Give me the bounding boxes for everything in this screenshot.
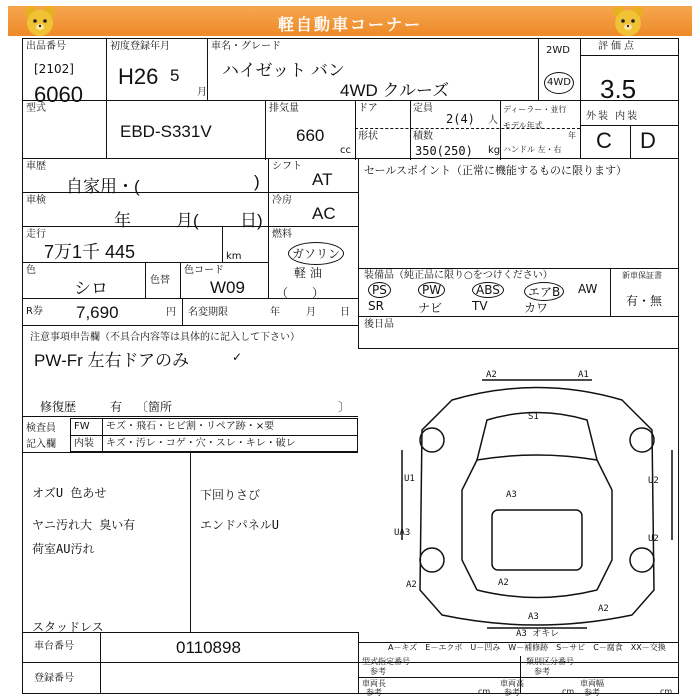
length-label: 車両長: [362, 679, 386, 688]
designation-ref: 参考: [370, 667, 386, 676]
equipment-item: ABS: [472, 282, 504, 298]
bear-mascot-icon: [610, 3, 646, 39]
width-ref: 参考: [584, 688, 600, 697]
capacity-unit: 人: [488, 115, 498, 126]
first-reg-label: 初度登録年月: [110, 41, 170, 52]
mileage-value: 7万1千 445: [44, 242, 136, 262]
recycle-unit: 円: [166, 307, 176, 318]
category-ref: 参考: [534, 667, 550, 676]
history-close: ): [254, 172, 260, 191]
history-value: 自家用・(: [66, 177, 140, 196]
inspection-label: 車検: [26, 195, 46, 206]
damage-mark: A1: [578, 370, 589, 380]
width-label: 車両幅: [580, 679, 604, 688]
load-label: 積数: [413, 131, 433, 142]
car-damage-diagram: [392, 360, 682, 650]
repair-bracket: 〔箇所: [136, 400, 173, 414]
damage-mark: U2: [648, 476, 659, 486]
damage-mark: A2: [406, 580, 417, 590]
mileage-unit: km: [226, 251, 242, 262]
damage-legend: A－キズ E－エクボ U－凹み W－補修跡 S－サビ C－腐食 XX－交換: [388, 643, 666, 652]
score-value: 3.5: [600, 74, 637, 104]
equipment-item: ナビ: [418, 301, 443, 315]
height-label: 車両高: [500, 679, 524, 688]
inspector-interior-head: 内装: [74, 438, 94, 449]
sales-point-label: セールスポイント（正常に機能するものに限ります）: [364, 164, 628, 177]
name-change-day: 日: [340, 307, 350, 318]
interior-grade: D: [640, 128, 656, 153]
notes-mark: ✓: [232, 350, 243, 364]
record-label: 記入欄: [26, 439, 56, 450]
width-unit: cm: [660, 687, 673, 696]
damage-mark: U1: [404, 474, 415, 484]
name-change-label: 名変期限: [188, 307, 228, 318]
type-value: EBD-S331V: [120, 122, 212, 141]
length-unit: cm: [478, 687, 491, 696]
inspection-month: 月(: [176, 211, 199, 230]
notes-value: PW-Fr 左右ドアのみ: [34, 351, 189, 370]
model-name-label: 車名・グレード: [211, 41, 281, 52]
fuel-paren: （ ）: [276, 286, 325, 300]
remark-left-1: オズU 色あせ: [32, 486, 107, 500]
fuel-gasoline-selected: ガソリン: [288, 242, 344, 265]
aircon-label: 冷房: [272, 195, 292, 206]
fuel-label: 燃料: [272, 229, 292, 240]
remark-right-1: 下回りさび: [200, 488, 261, 502]
lot-label: 出品番号: [26, 41, 66, 52]
name-change-year: 年: [270, 307, 280, 318]
notes-label: 注意事項申告欄（不具合内容等は具体的に記入して下さい）: [30, 332, 300, 343]
first-reg-month: 5: [170, 66, 180, 85]
chassis-label: 車台番号: [34, 641, 74, 652]
door-label: ドア: [358, 103, 378, 114]
damage-mark: A3: [506, 490, 517, 500]
damage-mark: A3 オキレ: [516, 629, 560, 639]
color-label: 色: [26, 265, 36, 276]
model-name-value: ハイゼット バン: [222, 61, 345, 80]
drive-4wd-selected: 4WD: [544, 72, 574, 94]
remark-left-4: スタッドレス: [32, 620, 104, 634]
equipment-item: TV: [472, 299, 488, 313]
inspection-year: 年: [114, 211, 131, 230]
damage-mark: A2: [498, 578, 509, 588]
later-items-label: 後日品: [364, 319, 394, 330]
color-change-label: 色替: [150, 275, 170, 286]
equipment-item: カワ: [524, 301, 549, 315]
inspector-fw-row: モズ・飛石・ヒビ割・リペア跡・×要: [106, 421, 275, 432]
load-unit: kg: [488, 145, 501, 156]
mileage-label: 走行: [26, 229, 46, 240]
color-value: シロ: [74, 279, 108, 298]
model-year-label: モデル年式: [503, 121, 543, 130]
designation-label: 型式指定番号: [362, 657, 410, 666]
recycle-label: R券: [26, 306, 43, 317]
lot-bracket: [2102]: [34, 62, 74, 76]
displacement-value: 660: [296, 126, 325, 145]
equipment-item: エアB: [524, 282, 564, 301]
shift-label: シフト: [272, 161, 302, 172]
displacement-label: 排気量: [269, 103, 299, 114]
header-title: 軽自動車コーナー: [277, 15, 422, 34]
capacity-value: 2(4): [446, 112, 475, 126]
inspector-interior-row: キズ・汚レ・コゲ・穴・スレ・キレ・破レ: [106, 438, 296, 449]
new-car-warranty-value: 有・無: [626, 294, 663, 308]
load-value: 350(250): [415, 144, 473, 158]
shape-label: 形状: [358, 131, 378, 142]
recycle-value: 7,690: [76, 303, 119, 322]
shift-value: AT: [312, 170, 333, 189]
length-ref: 参考: [366, 688, 382, 697]
color-code-value: W09: [210, 278, 245, 297]
model-year-unit: 年: [568, 131, 576, 140]
equipment-item: SR: [368, 299, 384, 313]
registration-label: 登録番号: [34, 673, 74, 684]
equipment-item: AW: [578, 282, 598, 296]
chassis-value: 0110898: [176, 638, 241, 657]
damage-mark: A2: [598, 604, 609, 614]
equipment-item: PW: [418, 282, 445, 298]
drive-2wd-label: 2WD: [546, 45, 570, 56]
header-bar: [8, 6, 692, 36]
damage-mark: A3: [528, 612, 539, 622]
dealer-label: ディーラー・並行: [503, 105, 567, 114]
lot-number: 6060: [34, 82, 83, 107]
repair-value: 有: [110, 400, 123, 414]
category-label: 類別区分番号: [526, 657, 574, 666]
color-code-label: 色コード: [184, 265, 224, 276]
model-grade-value: 4WD クルーズ: [340, 81, 450, 100]
inspection-day: 日): [240, 211, 263, 230]
damage-mark: UA3: [394, 528, 411, 538]
damage-mark: A2: [486, 370, 497, 380]
handle-label: ハンドル 左・右: [503, 145, 562, 154]
inspector-label: 検査員: [26, 423, 56, 434]
ext-int-label: 外装 内装: [586, 111, 640, 122]
type-label: 型式: [26, 103, 46, 114]
damage-mark: U2: [648, 534, 659, 544]
first-reg-month-unit: 月: [197, 87, 207, 98]
bear-mascot-icon: [22, 3, 58, 39]
capacity-label: 定員: [413, 103, 433, 114]
height-ref: 参考: [504, 688, 520, 697]
repair-label: 修復歴: [40, 400, 77, 414]
remark-left-2: ヤニ汚れ大 臭い有: [32, 518, 136, 532]
displacement-unit: cc: [340, 145, 351, 156]
damage-mark: S1: [528, 412, 539, 422]
new-car-warranty-label: 新車保証書: [622, 271, 662, 280]
history-label: 車歴: [26, 161, 46, 172]
fuel-diesel: 軽 油: [294, 266, 322, 280]
remark-left-3: 荷室AU汚れ: [32, 542, 95, 556]
equipment-item: PS: [368, 282, 391, 298]
name-change-month: 月: [306, 307, 316, 318]
first-reg-year: H26: [118, 64, 159, 89]
remark-right-2: エンドパネルU: [200, 518, 279, 532]
aircon-value: AC: [312, 204, 336, 223]
exterior-grade: C: [596, 128, 612, 153]
inspector-fw-head: FW: [74, 421, 90, 432]
equipment-label: 装備品（純正品に限り○をつけください）: [364, 270, 553, 281]
repair-close: 〕: [338, 400, 351, 414]
height-unit: cm: [562, 687, 575, 696]
score-label: 評価点: [598, 41, 637, 52]
